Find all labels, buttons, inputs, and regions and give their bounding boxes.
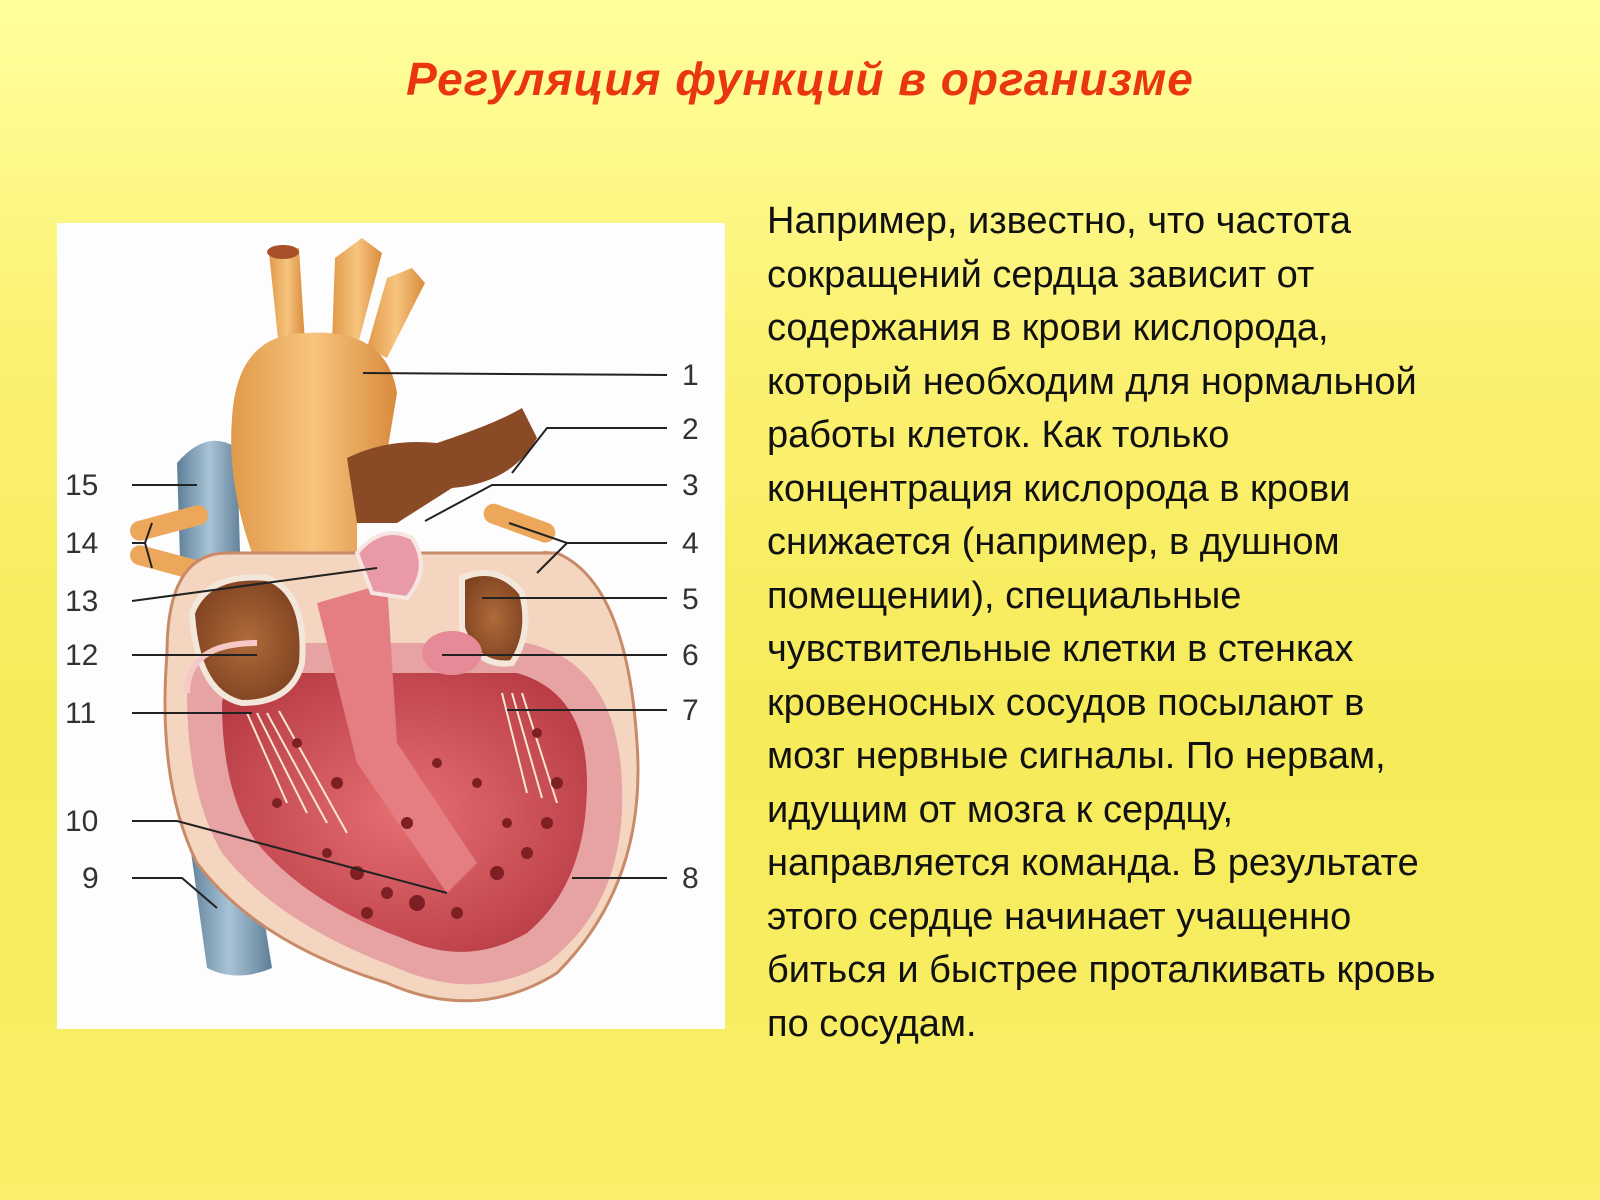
label-8: 8 <box>682 862 699 895</box>
body-line: работы клеток. Как только <box>767 414 1230 456</box>
label-2: 2 <box>682 413 699 446</box>
heart-illustration <box>57 223 725 1029</box>
body-line: биться и быстрее проталкивать кровь <box>767 949 1436 991</box>
label-11: 11 <box>65 697 97 730</box>
label-1: 1 <box>682 359 699 392</box>
body-line: мозг нервные сигналы. По нервам, <box>767 735 1386 777</box>
label-15: 15 <box>65 469 99 502</box>
label-10: 10 <box>65 805 99 838</box>
label-5: 5 <box>682 583 699 616</box>
label-4: 4 <box>682 527 699 560</box>
body-line: направляется команда. В результате <box>767 842 1419 884</box>
label-9: 9 <box>82 862 99 895</box>
aorta-branch-3 <box>367 268 425 358</box>
body-line: идущим от мозга к сердцу, <box>767 788 1234 831</box>
label-6: 6 <box>682 639 699 672</box>
mitral-valve <box>422 631 482 675</box>
slide-title: Регуляция функций в организме <box>406 53 1194 105</box>
label-13: 13 <box>65 585 99 618</box>
aorta-branch-1 <box>269 248 305 348</box>
body-line: по сосудам. <box>767 1002 977 1045</box>
body-line: помещении), специальные <box>767 574 1242 617</box>
label-12: 12 <box>65 639 99 672</box>
label-3: 3 <box>682 469 699 502</box>
label-7: 7 <box>682 694 699 727</box>
body-line: чувствительные клетки в стенках <box>767 628 1354 670</box>
body-line: который необходим для нормальной <box>767 360 1417 403</box>
body-line: содержания в крови кислорода, <box>767 307 1329 349</box>
body-line: концентрация кислорода в крови <box>767 467 1351 510</box>
body-text <box>767 195 1567 1051</box>
body-line: сокращений сердца зависит от <box>767 253 1315 296</box>
body-line: этого сердце начинает учащенно <box>767 895 1352 938</box>
label-14: 14 <box>65 527 99 560</box>
body-line: снижается (например, в душном <box>767 521 1340 563</box>
body-line: Например, известно, что частота <box>767 200 1351 242</box>
heart-diagram <box>57 223 725 1029</box>
body-line: кровеносных сосудов посылают в <box>767 681 1365 724</box>
